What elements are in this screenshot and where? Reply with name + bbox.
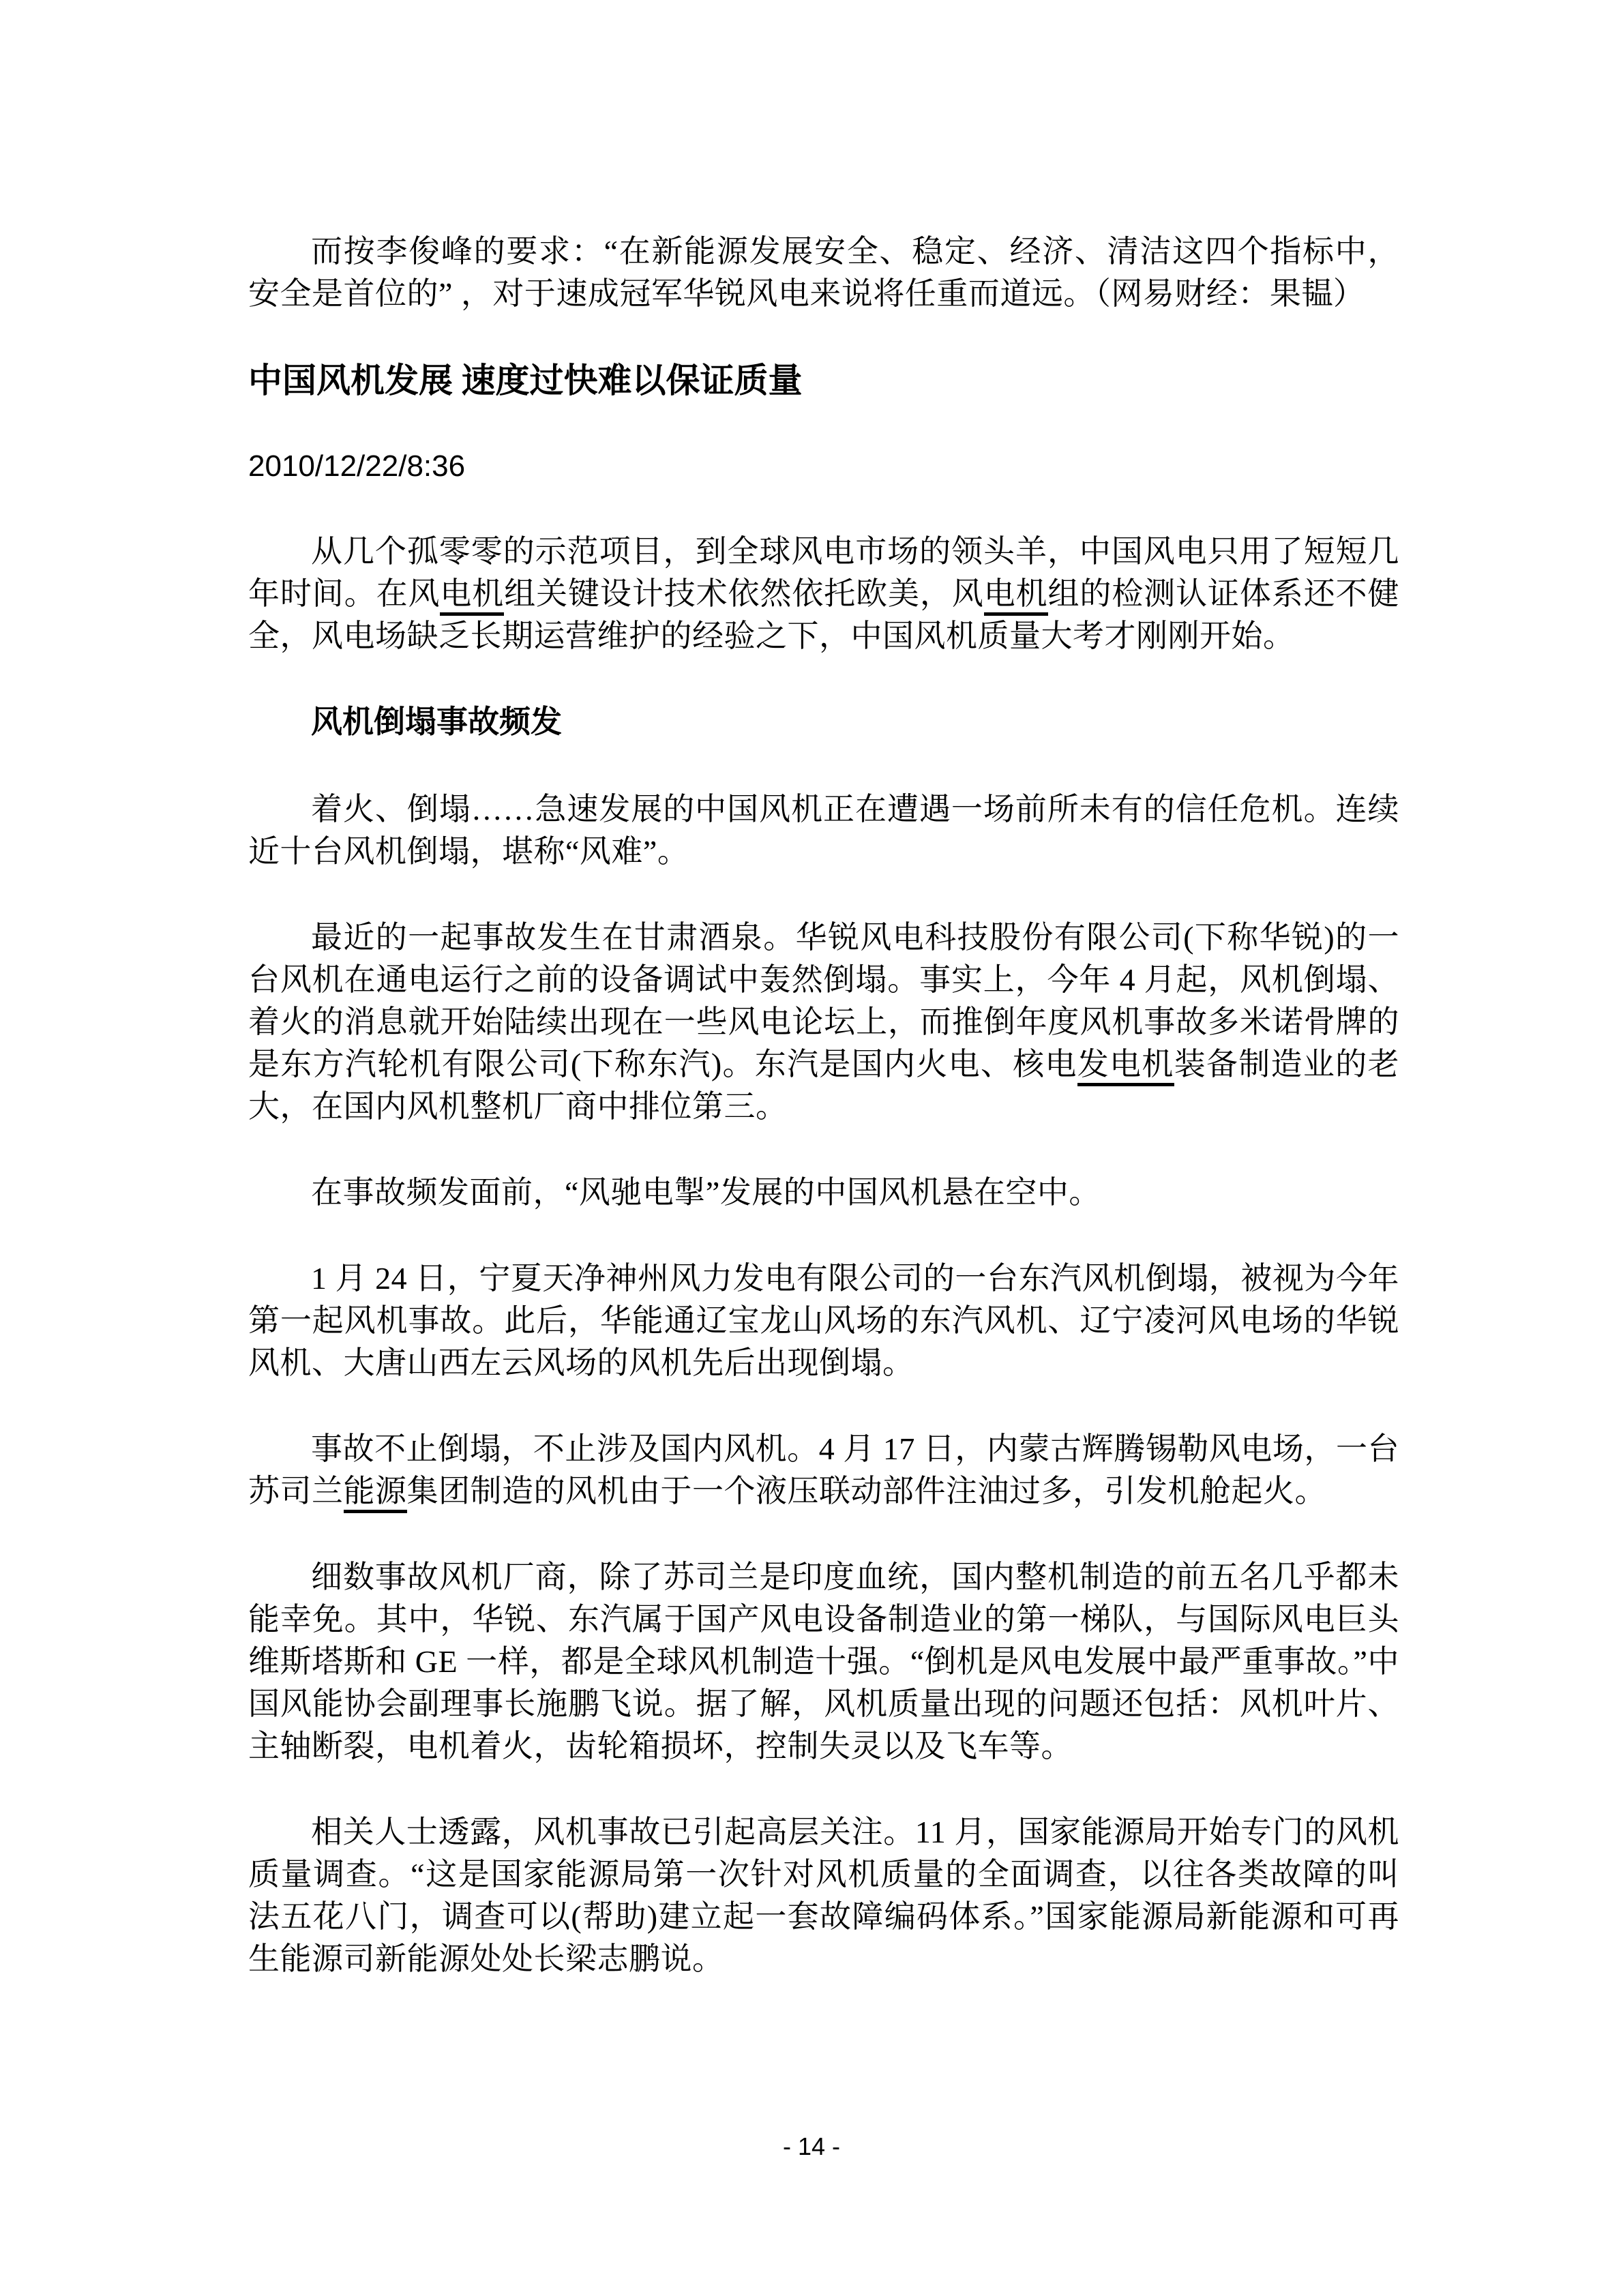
term-link-dianji-2[interactable]: 电机 (984, 576, 1048, 616)
paragraph-manufacturers: 细数事故风机厂商，除了苏司兰是印度血统，国内整机制造的前五名几乎都未能幸免。其中，华锐、东汽属于国产风电设备制造业的第一梯队，与国际风电巨头维斯塔斯和 GE 一样，都是全球风机制造十强。“倒机是风电发展中最严重事故。”中国风能协会副理事长施鹏飞说。据了解，风机质量出现的问题还包括：风机叶片、主轴断裂，电机着火，齿轮箱损坏，控制失灵以及飞车等。 (248, 1560, 1399, 1763)
paragraph-overview-text-2: 组关键设计技术依然依托欧美，风 (504, 576, 984, 611)
paragraph-overview-text-1: 从几个孤零零的示范项目，到全球风电市场的领头羊，中国风电只用了短短几年时间。在风 (248, 534, 1399, 611)
paragraph-january-incident: 1 月 24 日，宁夏天净神州风力发电有限公司的一台东汽风机倒塌，被视为今年第一起风机事故。此后，华能通辽宝龙山风场的东汽风机、辽宁凌河风电场的华锐风机、大唐山西左云风场的风机先后出现倒塌。 (248, 1261, 1399, 1380)
article-body (248, 230, 1399, 2024)
lead-paragraph: 而按李俊峰的要求：“在新能源发展安全、稳定、经济、清洁这四个指标中，安全是首位的” ，对于速成冠军华锐风电来说将任重而道远。（网易财经：果韫） (248, 234, 1399, 311)
article-headline: 中国风机发展 速度过快难以保证质量 (248, 361, 803, 400)
paragraph-overview-text-3: 组的检测认证体系还不健全，风电场缺乏长期运营维护的经验之下，中国风机质量大考才刚刚开始。 (248, 576, 1400, 653)
paragraph-suspense: 在事故频发面前，“风驰电掣”发展的中国风机悬在空中。 (311, 1175, 1101, 1210)
paragraph-crisis: 着火、倒塌……急速发展的中国风机正在遭遇一场前所未有的信任危机。连续近十台风机倒塌，堪称“风难”。 (248, 792, 1399, 869)
paragraph-overview (248, 531, 1399, 657)
paragraph-accidents (248, 916, 1399, 1128)
page-number: - 14 - (782, 2132, 841, 2160)
paragraph-accidents-text-1: 最近的一起事故发生在甘肃酒泉。华锐风电科技股份有限公司(下称华锐)的一台风机在通电运行之前的设备调试中轰然倒塌。事实上，今年 4 月起，风机倒塌、着火的消息就开始陆续出现在一些风电论坛上，而推倒年度风机事故多米诺骨牌的是东方汽轮机有限公司(下称东汽)。东汽是国内火电、核电 (248, 920, 1399, 1082)
paragraph-suzlon-text-2: 集团制造的风机由于一个液压联动部件注油过多，引发机舱起火。 (406, 1474, 1326, 1508)
paragraph-accidents-text-2: 装备制造业的老大，在国内风机整机厂商中排位第三。 (248, 1047, 1399, 1124)
paragraph-investigation: 相关人士透露，风机事故已引起高层关注。11 月，国家能源局开始专门的风机质量调查。“这是国家能源局第一次针对风机质量的全面调查，以往各类故障的叫法五花八门，调查可以(帮助)建立起一套故障编码体系。”国家能源局新能源和可再生能源司新能源处处长梁志鹏说。 (248, 1815, 1399, 1976)
article-dateline: 2010/12/22/8:36 (248, 449, 466, 483)
section-subheadline: 风机倒塌事故频发 (311, 704, 562, 739)
term-link-nengyuan[interactable]: 能源 (344, 1474, 407, 1513)
paragraph-suzlon-fire (248, 1428, 1399, 1512)
term-link-dianji-1[interactable]: 电机 (440, 576, 504, 616)
term-link-fadianji[interactable]: 发电机 (1077, 1047, 1174, 1086)
paragraph-suzlon-text-1: 事故不止倒塌，不止涉及国内风机。4 月 17 日，内蒙古辉腾锡勒风电场，一台苏司兰 (248, 1431, 1399, 1508)
